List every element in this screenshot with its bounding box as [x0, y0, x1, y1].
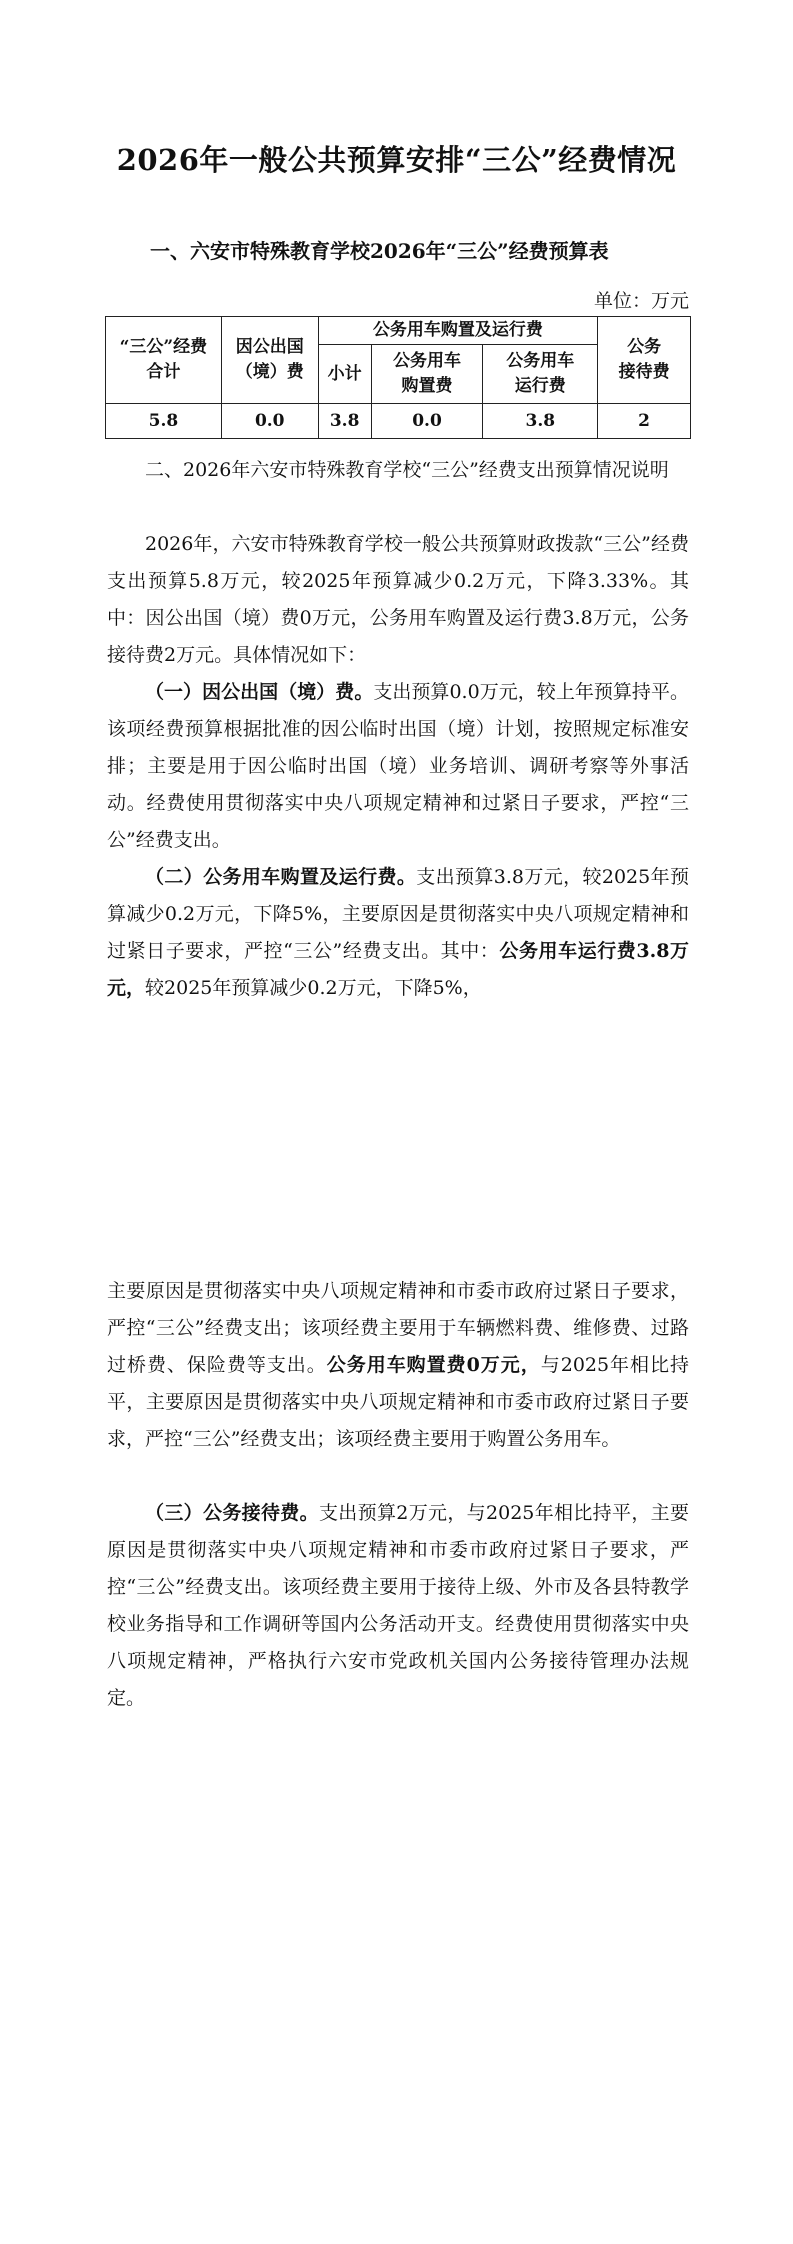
header-subtotal: 小计 — [318, 345, 371, 404]
paragraph-vehicle: （二）公务用车购置及运行费。支出预算3.8万元，较2025年预算减少0.2万元，下降5%，主要原因是贯彻落实中央八项规定精神和过紧日子要求，严控“三公”经费支出。其中：公务用车运行费3.8万元，较2025年预算减少0.2万元，下降5%， — [107, 866, 689, 999]
paragraph-vehicle-continued: 主要原因是贯彻落实中央八项规定精神和市委市政府过紧日子要求，严控“三公”经费支出；该项经费主要用于车辆燃料费、维修费、过路过桥费、保险费等支出。公务用车购置费0万元，与2025年相比持平，主要原因是贯彻落实中央八项规定精神和市委市政府过紧日子要求，严控“三公”经费支出；该项经费主要用于购置公务用车。 — [107, 1280, 689, 1450]
paragraph-overview: 2026年，六安市特殊教育学校一般公共预算财政拨款“三公”经费支出预算5.8万元，较2025年预算减少0.2万元，下降3.33%。其中：因公出国（境）费0万元，公务用车购置及运行费3.8万元，公务接待费2万元。具体情况如下： — [107, 533, 689, 666]
page-title: 2026年一般公共预算安排“三公”经费情况 — [116, 143, 677, 177]
header-vehicle: 公务用车购置及运行费 — [318, 317, 597, 345]
cell-operation: 3.8 — [483, 404, 598, 439]
paragraph-abroad: （一）因公出国（境）费。支出预算0.0万元，较上年预算持平。该项经费预算根据批准的因公临时出国（境）计划，按照规定标准安排；主要是用于因公临时出国（境）业务培训、调研考察等外事活动。经费使用贯彻落实中央八项规定精神和过紧日子要求，严控“三公”经费支出。 — [107, 681, 689, 851]
subheading-abroad: （一）因公出国（境）费。 — [145, 681, 374, 703]
cell-reception: 2 — [598, 404, 691, 439]
subheading-reception: （三）公务接待费。 — [145, 1502, 319, 1524]
section-1-heading: 一、六安市特殊教育学校2026年“三公”经费预算表 — [150, 239, 609, 263]
header-reception: 公务 接待费 — [598, 317, 691, 404]
paragraph-reception: （三）公务接待费。支出预算2万元，与2025年相比持平，主要原因是贯彻落实中央八项规定精神和市委市政府过紧日子要求，严控“三公”经费支出。该项经费主要用于接待上级、外市及各县特教学校业务指导和工作调研等国内公务活动开支。经费使用贯彻落实中央八项规定精神，严格执行六安市党政机关国内公务接待管理办法规定。 — [107, 1502, 689, 1709]
cell-total: 5.8 — [106, 404, 222, 439]
table-row — [106, 404, 691, 439]
budget-table — [105, 316, 691, 439]
header-vehicle-operation: 公务用车 运行费 — [483, 345, 598, 404]
unit-label: 单位：万元 — [593, 290, 689, 312]
subheading-vehicle: （二）公务用车购置及运行费。 — [145, 866, 417, 888]
header-abroad: 因公出国 （境）费 — [221, 317, 318, 404]
section-2-heading: 二、2026年六安市特殊教育学校“三公”经费支出预算情况说明 — [145, 459, 669, 481]
cell-abroad: 0.0 — [221, 404, 318, 439]
cell-purchase: 0.0 — [371, 404, 483, 439]
header-vehicle-purchase: 公务用车 购置费 — [371, 345, 483, 404]
cell-subtotal: 3.8 — [318, 404, 371, 439]
header-total: “三公”经费 合计 — [106, 317, 222, 404]
